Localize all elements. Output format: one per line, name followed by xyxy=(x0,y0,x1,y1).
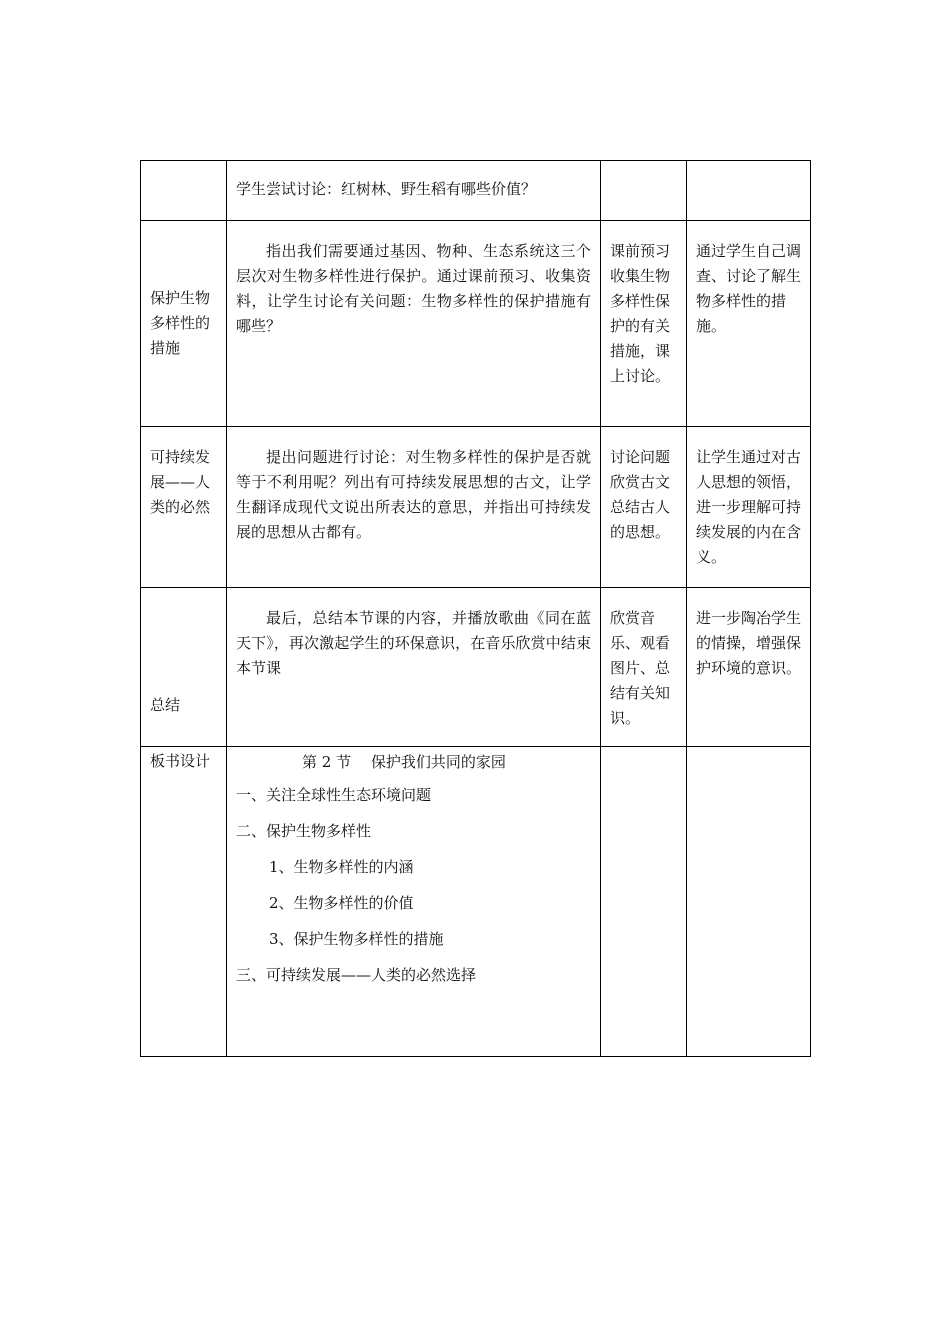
design-intent-cell xyxy=(687,161,811,221)
table-row xyxy=(141,161,811,221)
teacher-activity-cell: 最后，总结本节课的内容，并播放歌曲《同在蓝天下》，再次激起学生的环保意识，在音乐欣赏中结束本节课 xyxy=(227,588,601,747)
section-cell: 板书设计 xyxy=(141,747,227,1057)
table-row xyxy=(141,588,811,747)
design-intent-cell xyxy=(687,747,811,1057)
board-subitem: 3、保护生物多样性的措施 xyxy=(269,930,444,948)
board-title: 第 2 节 保护我们共同的家园 xyxy=(302,753,506,771)
table-row xyxy=(141,747,811,1057)
design-intent-cell: 进一步陶冶学生的情操，增强保护环境的意识。 xyxy=(687,588,811,747)
board-design-cell xyxy=(227,747,601,1057)
section-cell: 可持续发展——人类的必然 xyxy=(141,427,227,588)
board-item: 一、关注全球性生态环境问题 xyxy=(236,786,432,804)
section-cell: 保护生物多样性的措施 xyxy=(141,221,227,427)
teacher-activity-cell: 学生尝试讨论：红树林、野生稻有哪些价值？ xyxy=(227,161,601,221)
design-intent-cell: 通过学生自己调查、讨论了解生物多样性的措施。 xyxy=(687,221,811,427)
student-activity-cell: 讨论问题欣赏古文总结古人的思想。 xyxy=(601,427,687,588)
teacher-activity-cell: 提出问题进行讨论：对生物多样性的保护是否就等于不利用呢？列出有可持续发展思想的古文，让学生翻译成现代文说出所表达的意思，并指出可持续发展的思想从古都有。 xyxy=(227,427,601,588)
student-activity-cell xyxy=(601,161,687,221)
student-activity-cell xyxy=(601,747,687,1057)
board-item: 二、保护生物多样性 xyxy=(236,822,372,840)
student-activity-cell: 课前预习收集生物多样性保护的有关措施，课上讨论。 xyxy=(601,221,687,427)
board-item: 三、可持续发展——人类的必然选择 xyxy=(236,966,477,984)
board-subitem: 2、生物多样性的价值 xyxy=(269,894,414,912)
student-activity-cell: 欣赏音乐、观看图片、总结有关知识。 xyxy=(601,588,687,747)
teacher-activity-cell: 指出我们需要通过基因、物种、生态系统这三个层次对生物多样性进行保护。通过课前预习、收集资料，让学生讨论有关问题：生物多样性的保护措施有哪些？ xyxy=(227,221,601,427)
lesson-plan-table xyxy=(140,160,811,1057)
table-row xyxy=(141,221,811,427)
section-cell xyxy=(141,161,227,221)
design-intent-cell: 让学生通过对古人思想的领悟，进一步理解可持续发展的内在含义。 xyxy=(687,427,811,588)
table-row xyxy=(141,427,811,588)
board-subitem: 1、生物多样性的内涵 xyxy=(269,858,414,876)
section-cell: 总结 xyxy=(141,588,227,747)
